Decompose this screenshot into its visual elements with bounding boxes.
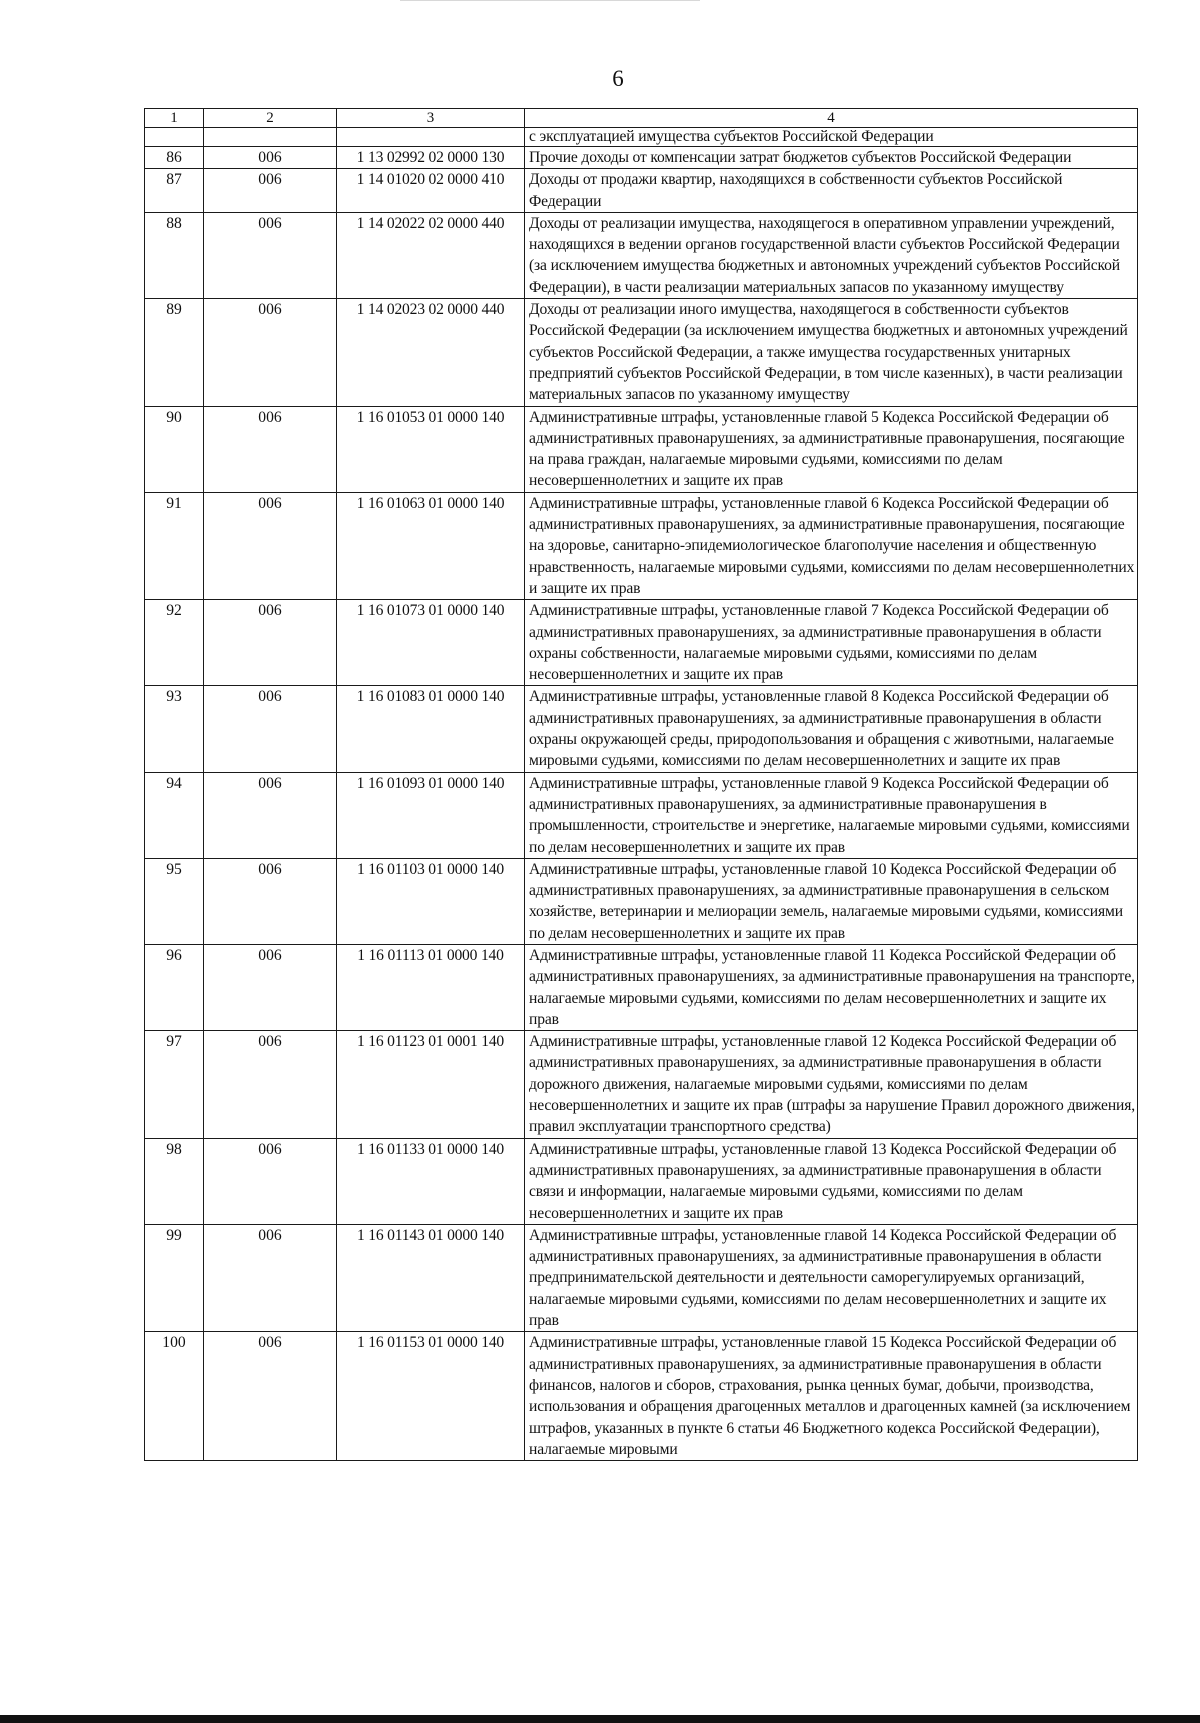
row-admin-code: 006 [204, 169, 337, 213]
row-number: 98 [145, 1138, 204, 1224]
row-budget-code: 1 14 01020 02 0000 410 [337, 169, 525, 213]
row-number: 90 [145, 406, 204, 492]
row-description: Административные штрафы, установленные главой 8 Кодекса Российской Федерации об административных правонарушениях, за административные правонарушения в области охраны окружающей среды, природопользования и обращения с животными, налагаемые мировыми судьями, комиссиями по делам несовершеннолетних и защите их прав [525, 686, 1138, 772]
row-number: 96 [145, 944, 204, 1030]
row-number: 95 [145, 858, 204, 944]
table-header-row [145, 109, 1138, 128]
row-budget-code: 1 16 01053 01 0000 140 [337, 406, 525, 492]
row-number: 87 [145, 169, 204, 213]
row-description: Административные штрафы, установленные главой 6 Кодекса Российской Федерации об административных правонарушениях, за административные правонарушения, посягающие на здоровье, санитарно-эпидемиологическое благополучие населения и общественную нравственность, налагаемые мировыми судьями, комиссиями по делам несовершеннолетних и защите их прав [525, 492, 1138, 599]
row-admin-code: 006 [204, 1224, 337, 1331]
row-admin-code: 006 [204, 406, 337, 492]
table-row [145, 1138, 1138, 1224]
row-budget-code [337, 128, 525, 147]
row-number: 100 [145, 1332, 204, 1461]
row-description: с эксплуатацией имущества субъектов Российской Федерации [525, 128, 1138, 147]
row-admin-code: 006 [204, 600, 337, 686]
header-col-3: 3 [337, 109, 525, 128]
row-number: 92 [145, 600, 204, 686]
table-row [145, 1332, 1138, 1461]
row-description: Прочие доходы от компенсации затрат бюджетов субъектов Российской Федерации [525, 147, 1138, 169]
row-budget-code: 1 16 01143 01 0000 140 [337, 1224, 525, 1331]
row-budget-code: 1 16 01083 01 0000 140 [337, 686, 525, 772]
row-description: Доходы от реализации имущества, находящегося в оперативном управлении учреждений, находящихся в ведении органов государственной власти субъектов Российской Федерации (за исключением имущества бюджетных и автономных учреждений субъектов Российской Федерации), в части реализации материальных запасов по указанному имуществу [525, 212, 1138, 298]
row-description: Доходы от продажи квартир, находящихся в собственности субъектов Российской Федерации [525, 169, 1138, 213]
row-budget-code: 1 16 01153 01 0000 140 [337, 1332, 525, 1461]
row-admin-code: 006 [204, 212, 337, 298]
row-description: Доходы от реализации иного имущества, находящегося в собственности субъектов Российской Федерации (за исключением имущества бюджетных и автономных учреждений субъектов Российской Федерации, а также имущества государственных унитарных предприятий субъектов Российской Федерации, в том числе казенных), в части реализации материальных запасов по указанному имуществу [525, 299, 1138, 406]
row-budget-code: 1 14 02022 02 0000 440 [337, 212, 525, 298]
row-budget-code: 1 16 01063 01 0000 140 [337, 492, 525, 599]
row-number: 86 [145, 147, 204, 169]
row-number: 89 [145, 299, 204, 406]
row-admin-code: 006 [204, 1138, 337, 1224]
row-description: Административные штрафы, установленные главой 7 Кодекса Российской Федерации об административных правонарушениях, за административные правонарушения в области охраны собственности, налагаемые мировыми судьями, комиссиями по делам несовершеннолетних и защите их прав [525, 600, 1138, 686]
header-col-2: 2 [204, 109, 337, 128]
header-col-1: 1 [145, 109, 204, 128]
table-row-continuation [145, 128, 1138, 147]
table-row [145, 147, 1138, 169]
row-description: Административные штрафы, установленные главой 15 Кодекса Российской Федерации об административных правонарушениях, за административные правонарушения в области финансов, налогов и сборов, страхования, рынка ценных бумаг, добычи, производства, использования и обращения драгоценных металлов и драгоценных камней (за исключением штрафов, указанных в пункте 6 статьи 46 Бюджетного кодекса Российской Федерации), налагаемые мировыми [525, 1332, 1138, 1461]
table-row [145, 1224, 1138, 1331]
row-number: 91 [145, 492, 204, 599]
row-description: Административные штрафы, установленные главой 5 Кодекса Российской Федерации об административных правонарушениях, за административные правонарушения, посягающие на права граждан, налагаемые мировыми судьями, комиссиями по делам несовершеннолетних и защите их прав [525, 406, 1138, 492]
row-admin-code: 006 [204, 147, 337, 169]
row-budget-code: 1 13 02992 02 0000 130 [337, 147, 525, 169]
row-admin-code: 006 [204, 772, 337, 858]
row-number [145, 128, 204, 147]
row-number: 88 [145, 212, 204, 298]
row-description: Административные штрафы, установленные главой 9 Кодекса Российской Федерации об административных правонарушениях, за административные правонарушения в промышленности, строительстве и энергетике, налагаемые мировыми судьями, комиссиями по делам несовершеннолетних и защите их прав [525, 772, 1138, 858]
header-col-4: 4 [525, 109, 1138, 128]
table-body [145, 128, 1138, 1461]
row-budget-code: 1 16 01113 01 0000 140 [337, 944, 525, 1030]
row-budget-code: 1 14 02023 02 0000 440 [337, 299, 525, 406]
table-row [145, 944, 1138, 1030]
scan-bottom-edge [0, 1715, 1200, 1723]
row-description: Административные штрафы, установленные главой 14 Кодекса Российской Федерации об административных правонарушениях, за административные правонарушения в области предпринимательской деятельности и деятельности саморегулируемых организаций, налагаемые мировыми судьями, комиссиями по делам несовершеннолетних и защите их прав [525, 1224, 1138, 1331]
row-admin-code: 006 [204, 492, 337, 599]
row-number: 97 [145, 1031, 204, 1138]
row-admin-code: 006 [204, 944, 337, 1030]
row-admin-code: 006 [204, 1332, 337, 1461]
table-row [145, 1031, 1138, 1138]
table-row [145, 212, 1138, 298]
row-budget-code: 1 16 01073 01 0000 140 [337, 600, 525, 686]
table-row [145, 492, 1138, 599]
row-number: 99 [145, 1224, 204, 1331]
table-row [145, 600, 1138, 686]
row-admin-code: 006 [204, 1031, 337, 1138]
row-admin-code: 006 [204, 686, 337, 772]
table-row [145, 858, 1138, 944]
row-description: Административные штрафы, установленные главой 10 Кодекса Российской Федерации об административных правонарушениях, за административные правонарушения в сельском хозяйстве, ветеринарии и мелиорации земель, налагаемые мировыми судьями, комиссиями по делам несовершеннолетних и защите их прав [525, 858, 1138, 944]
row-admin-code [204, 128, 337, 147]
row-budget-code: 1 16 01123 01 0001 140 [337, 1031, 525, 1138]
table-row [145, 686, 1138, 772]
table-row [145, 169, 1138, 213]
table-row [145, 772, 1138, 858]
table-row [145, 299, 1138, 406]
row-description: Административные штрафы, установленные главой 12 Кодекса Российской Федерации об административных правонарушениях, за административные правонарушения в области дорожного движения, налагаемые мировыми судьями, комиссиями по делам несовершеннолетних и защите их прав (штрафы за нарушение Правил дорожного движения, правил эксплуатации транспортного средства) [525, 1031, 1138, 1138]
scan-edge-line [400, 0, 700, 1]
row-admin-code: 006 [204, 858, 337, 944]
row-number: 94 [145, 772, 204, 858]
row-description: Административные штрафы, установленные главой 11 Кодекса Российской Федерации об административных правонарушениях, за административные правонарушения на транспорте, налагаемые мировыми судьями, комиссиями по делам несовершеннолетних и защите их прав [525, 944, 1138, 1030]
row-number: 93 [145, 686, 204, 772]
row-budget-code: 1 16 01093 01 0000 140 [337, 772, 525, 858]
row-budget-code: 1 16 01133 01 0000 140 [337, 1138, 525, 1224]
table-row [145, 406, 1138, 492]
row-budget-code: 1 16 01103 01 0000 140 [337, 858, 525, 944]
row-admin-code: 006 [204, 299, 337, 406]
page-number: 6 [612, 66, 624, 91]
revenue-codes-table [144, 108, 1138, 1461]
row-description: Административные штрафы, установленные главой 13 Кодекса Российской Федерации об административных правонарушениях, за административные правонарушения в области связи и информации, налагаемые мировыми судьями, комиссиями по делам несовершеннолетних и защите их прав [525, 1138, 1138, 1224]
